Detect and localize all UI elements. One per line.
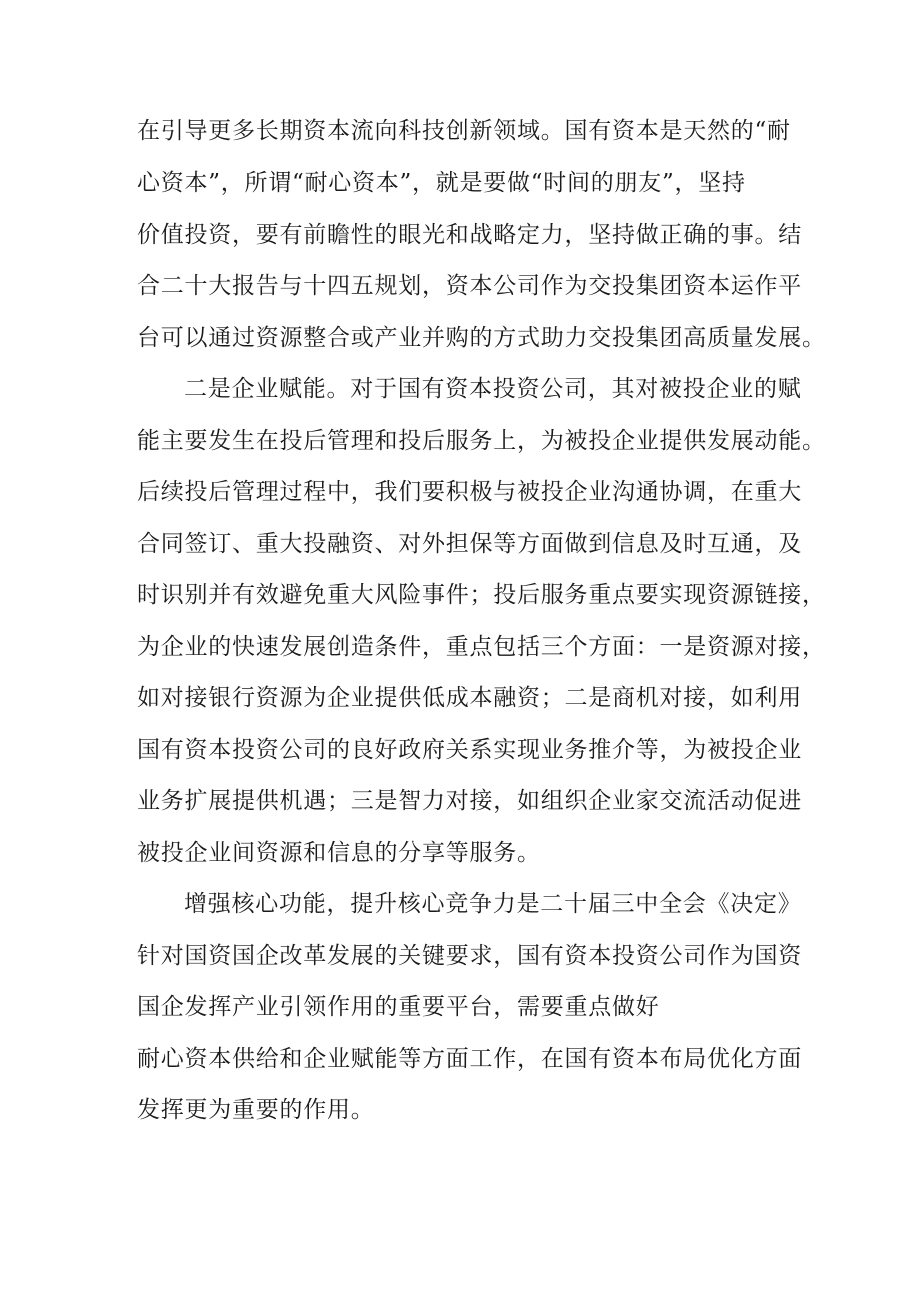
text-line: 国有资本投资公司的良好政府关系实现业务推介等，为被投企业	[137, 737, 802, 763]
text-line: 被投企业间资源和信息的分享等服务。	[137, 840, 541, 866]
text-line: 耐心资本供给和企业赋能等方面工作，在国有资本布局优化方面	[137, 1046, 802, 1072]
text-line: 在引导更多长期资本流向科技创新领域。国有资本是天然的“耐	[137, 118, 791, 144]
text-line: 台可以通过资源整合或产业并购的方式助力交投集团高质量发展。	[137, 325, 826, 351]
text-line: 业务扩展提供机遇；三是智力对接，如组织企业家交流活动促进	[137, 788, 802, 814]
text-line: 合同签订、重大投融资、对外担保等方面做到信息及时互通，及	[137, 531, 802, 557]
text-line: 增强核心功能，提升核心竞争力是二十届三中全会《决定》	[184, 891, 802, 917]
text-line: 为企业的快速发展创造条件，重点包括三个方面：一是资源对接，	[137, 634, 826, 660]
text-line: 发挥更为重要的作用。	[137, 1097, 375, 1123]
text-line: 国企发挥产业引领作用的重要平台，需要重点做好	[137, 994, 660, 1020]
text-line: 二是企业赋能。对于国有资本投资公司，其对被投企业的赋	[184, 376, 802, 402]
text-line: 能主要发生在投后管理和投后服务上，为被投企业提供发展动能。	[137, 428, 826, 454]
text-line: 价值投资，要有前瞻性的眼光和战略定力，坚持做正确的事。结	[137, 222, 802, 248]
text-line: 合二十大报告与十四五规划，资本公司作为交投集团资本运作平	[137, 273, 802, 299]
text-line: 针对国资国企改革发展的关键要求，国有资本投资公司作为国资	[137, 943, 802, 969]
text-line: 如对接银行资源为企业提供低成本融资；二是商机对接，如利用	[137, 685, 802, 711]
text-line: 心资本”，所谓“耐心资本”，就是要做“时间的朋友”，坚持	[137, 170, 746, 196]
text-line: 时识别并有效避免重大风险事件；投后服务重点要实现资源链接，	[137, 582, 826, 608]
text-line: 后续投后管理过程中，我们要积极与被投企业沟通协调，在重大	[137, 479, 802, 505]
